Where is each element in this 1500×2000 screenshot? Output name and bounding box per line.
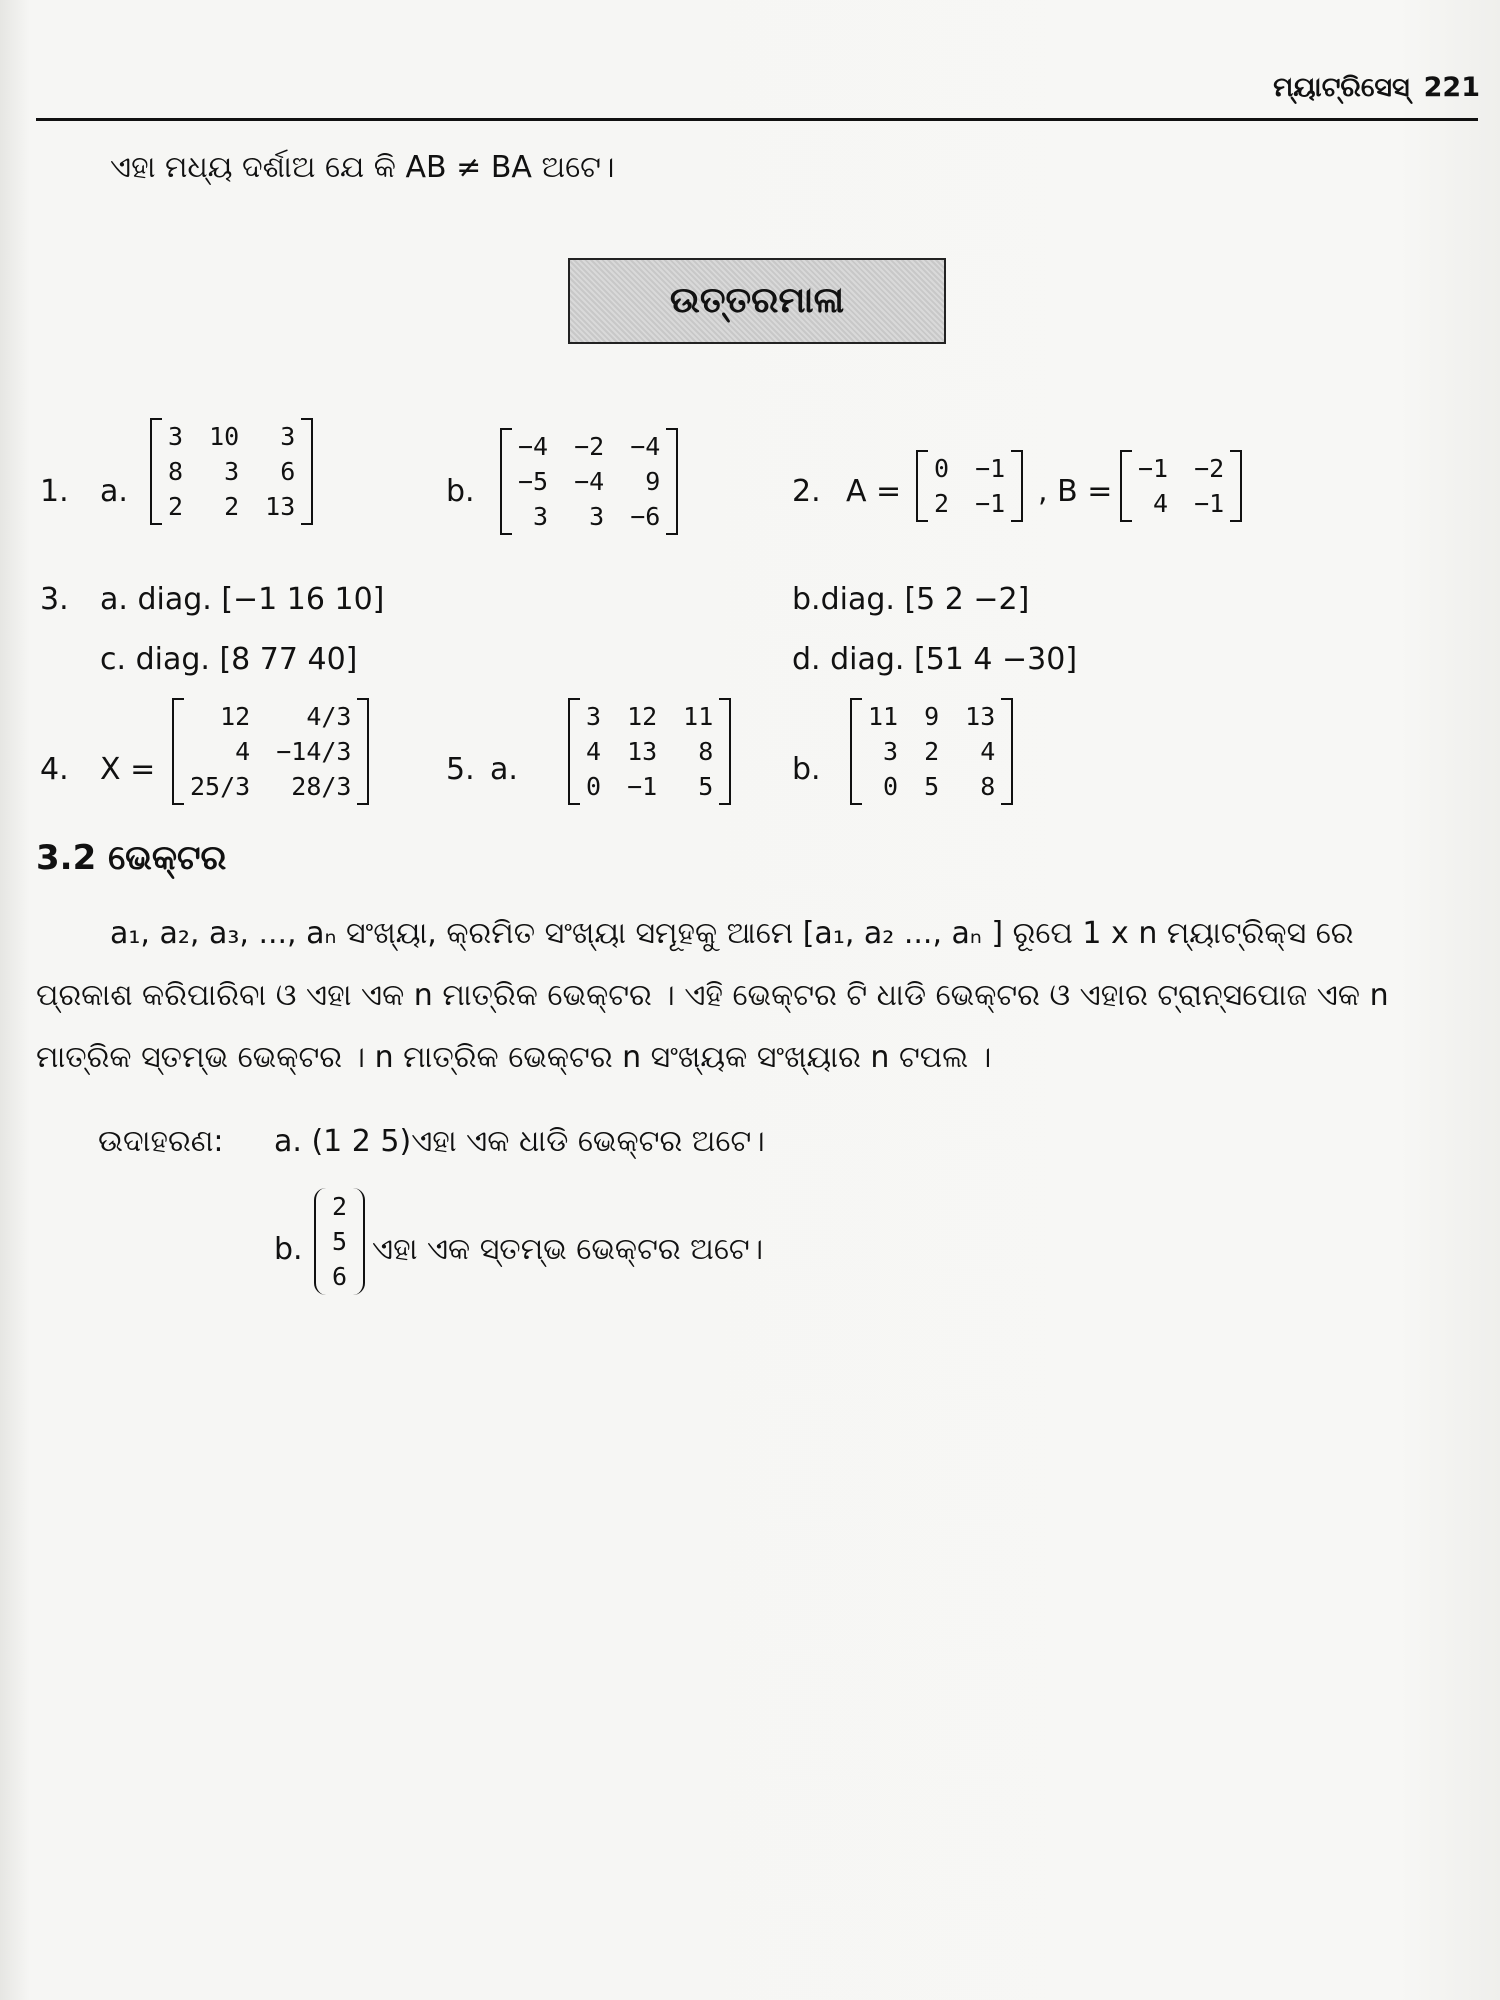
q3-b: b.diag. [5 2 −2] [792, 582, 1030, 617]
matrix-cell: 0 [586, 772, 602, 801]
matrix-cell: 2 [332, 1192, 348, 1221]
matrix-cell: −2 [1194, 454, 1225, 483]
q4-label: X = [100, 752, 156, 787]
bracket-right [301, 418, 313, 525]
bracket-right [666, 428, 678, 535]
matrix-cell: −1 [627, 772, 658, 801]
answers-heading-box [568, 258, 946, 344]
matrix-cell: 2 [224, 492, 240, 521]
q1-b-label: b. [446, 474, 475, 509]
matrix-cell: 0 [883, 772, 899, 801]
bracket-left [1120, 450, 1132, 522]
chapter-title: ମ୍ୟାଟ୍ରିସେସ୍ [1273, 72, 1410, 103]
header-rule [36, 118, 1478, 121]
matrix-cell: 3 [586, 702, 602, 731]
matrix-cell: 5 [924, 772, 940, 801]
bracket-right [719, 698, 731, 805]
examples-label: ଉଦାହରଣ: [98, 1124, 224, 1159]
matrix-cell: −2 [574, 432, 605, 461]
bracket-right [357, 698, 369, 805]
matrix-cell: 2 [934, 489, 950, 518]
q1-a-label: a. [100, 474, 128, 509]
q5-b-matrix [850, 698, 1013, 805]
intro-line: ଏହା ମଧ୍ୟ ଦର୍ଶାଅ ଯେ କି AB ≠ BA ଅଟେ। [110, 150, 615, 185]
matrix-cell: 28/3 [291, 772, 352, 801]
matrix-cell: −1 [1138, 454, 1169, 483]
q3-c: c. diag. [8 77 40] [100, 642, 358, 677]
q5-b-label: b. [792, 752, 821, 787]
matrix-cell: 5 [332, 1227, 348, 1256]
q5-a-label: a. [490, 752, 518, 787]
matrix-cell: 11 [868, 702, 899, 731]
matrix-cell: 4 [980, 737, 996, 766]
matrix-cell: 13 [965, 702, 996, 731]
matrix-cell: 11 [683, 702, 714, 731]
matrix-cell: 3 [280, 422, 296, 451]
bracket-right [1230, 450, 1242, 522]
matrix-cell: −4 [518, 432, 549, 461]
matrix-cell: 2 [924, 737, 940, 766]
q3-d: d. diag. [51 4 −30] [792, 642, 1078, 677]
matrix-cell: 3 [883, 737, 899, 766]
matrix-cell: −1 [975, 489, 1006, 518]
matrix-cell: 9 [924, 702, 940, 731]
matrix-cell: 4 [235, 737, 251, 766]
matrix-cell: 12 [220, 702, 251, 731]
q2-sep: , B = [1038, 474, 1113, 509]
q2-a-label: A = [846, 474, 902, 509]
paragraph-line-1: a₁, a₂, a₃, ..., aₙ ସଂଖ୍ୟା, କ୍ରମିତ ସଂଖ୍ୟା ସମୂହକୁ ଆମେ [a₁, a₂ ..., aₙ ] ରୂପେ 1 x n ମ୍ୟାଟ୍ରିକ୍ସ ରେ [110, 916, 1354, 951]
paragraph-line-2: ପ୍ରକାଶ କରିପାରିବା ଓ ଏହା ଏକ n ମାତ୍ରିକ ଭେକ୍ଟର । ଏହି ଭେକ୍ଟର ଟି ଧାଡି ଭେକ୍ଟର ଓ ଏହାର ଟ୍ରାନ୍ସପୋଜ ଏକ n [36, 978, 1389, 1013]
matrix-cell: −1 [1194, 489, 1225, 518]
bracket-right [1011, 450, 1023, 522]
matrix-cell: 6 [332, 1262, 348, 1291]
bracket-right [353, 1188, 365, 1295]
bracket-left [500, 428, 512, 535]
q3-number: 3. [40, 582, 69, 617]
bracket-left [850, 698, 862, 805]
q1-a-matrix [150, 418, 313, 525]
matrix-cell: 4/3 [306, 702, 352, 731]
matrix-cell: 3 [533, 502, 549, 531]
matrix-cell: 3 [168, 422, 184, 451]
bracket-right [1001, 698, 1013, 805]
matrix-cell: 0 [934, 454, 950, 483]
q4-number: 4. [40, 752, 69, 787]
q1-number: 1. [40, 474, 69, 509]
bracket-left [568, 698, 580, 805]
q2-a-matrix [916, 450, 1023, 522]
matrix-cell: 9 [645, 467, 661, 496]
matrix-cell: 8 [698, 737, 714, 766]
matrix-cell: 13 [265, 492, 296, 521]
matrix-cell: 5 [698, 772, 714, 801]
matrix-cell: −1 [975, 454, 1006, 483]
matrix-cell: −4 [630, 432, 661, 461]
bracket-left [916, 450, 928, 522]
paragraph-line-3: ମାତ୍ରିକ ସ୍ତମ୍ଭ ଭେକ୍ଟର । n ମାତ୍ରିକ ଭେକ୍ଟର n ସଂଖ୍ୟକ ସଂଖ୍ୟାର n ଟପଲ । [36, 1040, 992, 1075]
matrix-cell: 3 [224, 457, 240, 486]
q1-b-matrix [500, 428, 678, 535]
matrix-cell: 25/3 [190, 772, 251, 801]
example-b-vector [314, 1188, 365, 1295]
section-title: 3.2 ଭେକ୍ଟର [36, 838, 227, 878]
matrix-cell: −5 [518, 467, 549, 496]
q3-a: a. diag. [−1 16 10] [100, 582, 385, 617]
matrix-cell: 6 [280, 457, 296, 486]
q2-number: 2. [792, 474, 821, 509]
bracket-left [150, 418, 162, 525]
matrix-cell: −14/3 [276, 737, 352, 766]
bracket-left [314, 1188, 326, 1295]
running-header [1273, 72, 1480, 104]
q2-b-matrix [1120, 450, 1242, 522]
matrix-cell: 4 [586, 737, 602, 766]
q5-a-matrix [568, 698, 731, 805]
matrix-cell: 8 [168, 457, 184, 486]
matrix-cell: 4 [1153, 489, 1169, 518]
example-b-label: b. [274, 1232, 303, 1267]
matrix-cell: 8 [980, 772, 996, 801]
matrix-cell: 10 [209, 422, 240, 451]
example-a: a. (1 2 5)ଏହା ଏକ ଧାଡି ଭେକ୍ଟର ଅଟେ। [274, 1124, 765, 1159]
matrix-cell: 12 [627, 702, 658, 731]
matrix-cell: 3 [589, 502, 605, 531]
answers-heading: ଉତ୍ତରମାଳା [669, 280, 845, 321]
matrix-cell: −6 [630, 502, 661, 531]
matrix-cell: 2 [168, 492, 184, 521]
q4-matrix [172, 698, 369, 805]
matrix-cell: −4 [574, 467, 605, 496]
q5-number: 5. [446, 752, 475, 787]
example-b-text: ଏହା ଏକ ସ୍ତମ୍ଭ ଭେକ୍ଟର ଅଟେ। [372, 1232, 764, 1267]
bracket-left [172, 698, 184, 805]
matrix-cell: 13 [627, 737, 658, 766]
page-number: 221 [1423, 72, 1480, 103]
